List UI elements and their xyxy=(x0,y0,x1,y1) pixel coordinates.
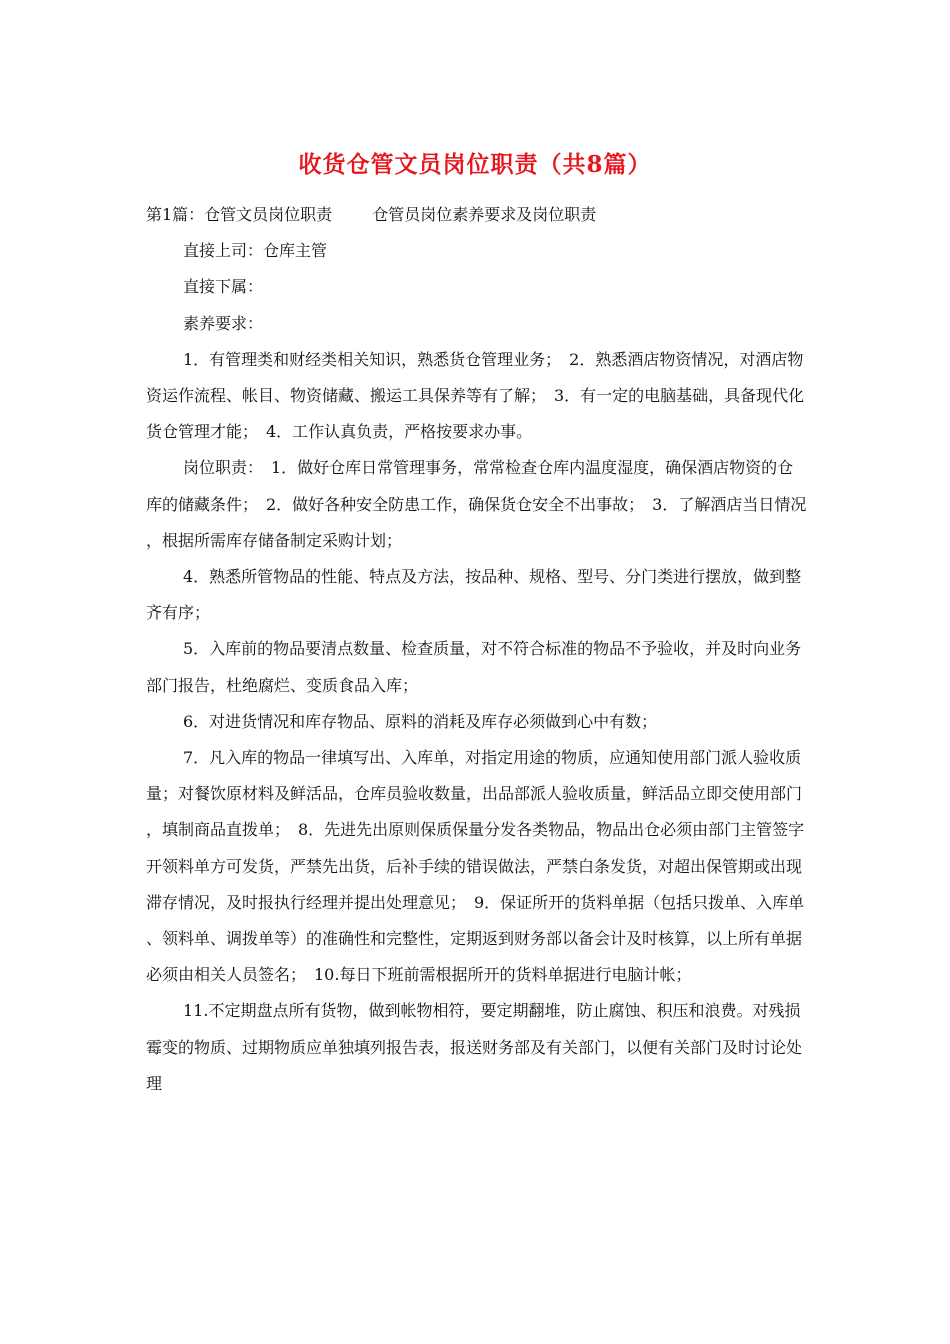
paragraph-duties-intro: 岗位职责： 1．做好仓库日常管理事务，常常检查仓库内温度湿度，确保酒店物资的仓库的储藏条件； 2．做好各种安全防患工作，确保货仓安全不出事故； 3．了解酒店当日情况，根据所需库存储备制定采购计划； xyxy=(146,458,807,550)
paragraph-duty-6: 6．对进货情况和库存物品、原料的消耗及库存必须做到心中有数； xyxy=(183,711,658,731)
paragraph-duty-7-10: 7．凡入库的物品一律填写出、入库单，对指定用途的物质，应通知使用部门派人验收质量；对餐饮原材料及鲜活品，仓库员验收数量，出品部派人验收质量，鲜活品立即交使用部门，填制商品直拨单； 8．先进先出原则保质保量分发各类物品，物品出仓必须由部门主管签字开领料单方可发货，严禁先出货，后补手续的错误做法，严禁白条发货，对超出保管期或出现滞存情况，及时报执行经理并提出处理意见； 9．保证所开的货料单据（包括只拨单、入库单、领料单、调拨单等）的准确性和完整性，定期返到财务部以备会计及时核算，以上所有单据必须由相关人员签名； 10.每日下班前需根据所开的货料单据进行电脑计帐； xyxy=(146,748,805,985)
document-title: 收货仓管文员岗位职责（共8篇） xyxy=(298,151,652,178)
paragraph-direct-superior: 直接上司：仓库主管 xyxy=(183,241,328,261)
section-heading-line xyxy=(146,197,808,233)
section-subheading: 仓管员岗位素养要求及岗位职责 xyxy=(372,205,597,224)
paragraph-duty-11: 11.不定期盘点所有货物，做到帐物相符，要定期翻堆，防止腐蚀、积压和浪费。对残损霉变的物质、过期物质应单独填列报告表，报送财务部及有关部门，以便有关部门及时讨论处理 xyxy=(146,1001,803,1093)
paragraph-duty-5: 5．入库前的物品要清点数量、检查质量，对不符合标准的物品不予验收，并及时向业务部门报告，杜绝腐烂、变质食品入库； xyxy=(146,639,802,695)
paragraph-duty-4: 4．熟悉所管物品的性能、特点及方法，按品种、规格、型号、分门类进行摆放，做到整齐有序； xyxy=(146,567,802,623)
paragraph-direct-subordinate: 直接下属： xyxy=(183,277,264,297)
paragraph-qualifications: 1．有管理类和财经类相关知识，熟悉货仓管理业务； 2．熟悉酒店物资情况，对酒店物资运作流程、帐目、物资储藏、搬运工具保养等有了解； 3．有一定的电脑基础，具备现代化货仓管理才能； 4．工作认真负责，严格按要求办事。 xyxy=(146,349,805,442)
paragraph-qualifications-heading: 素养要求： xyxy=(183,313,264,333)
document-body xyxy=(146,197,808,1102)
section-heading: 第1篇：仓管文员岗位职责 xyxy=(146,205,333,224)
